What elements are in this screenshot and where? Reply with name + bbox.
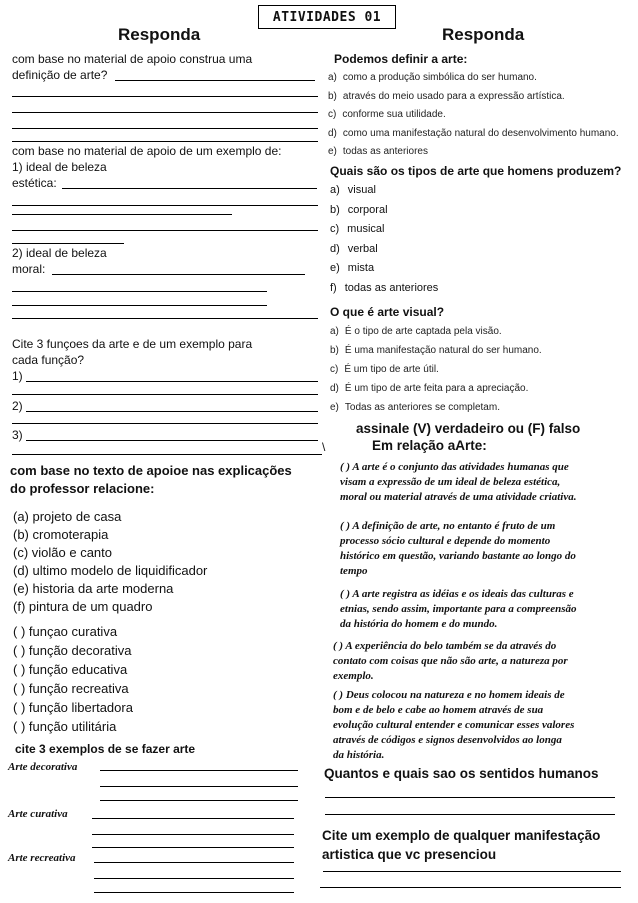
left-question-1 (12, 51, 322, 83)
option-text: É uma manifestação natural do ser humano. (344, 345, 542, 356)
function-item[interactable]: ( ) função recreativa (13, 681, 129, 696)
option-text: através do meio usado para a expressão artística. (342, 90, 565, 102)
senses-title: Quantos e quais sao os sentidos humanos (324, 766, 599, 781)
vf-item[interactable] (333, 688, 623, 763)
option-text: todas as anteriores (344, 281, 439, 294)
vf-line: ( ) A definição de arte, no entanto é fruto de um (340, 520, 556, 532)
question-text: Cite 3 funçoes da arte e de um exemplo para (12, 337, 253, 351)
option-text: visual (347, 184, 376, 196)
function-item[interactable]: ( ) funçao curativa (13, 624, 118, 639)
question-text: estética: (12, 176, 57, 190)
option-text: corporal (347, 203, 388, 216)
option-text: É o tipo de arte captada pela visão. (344, 326, 502, 337)
answer-line[interactable] (12, 214, 232, 215)
answer-line[interactable] (26, 411, 318, 412)
answer-line[interactable] (12, 243, 124, 244)
left-question-3 (12, 336, 322, 368)
function-list (13, 622, 133, 736)
vf-title-line: assinale (V) verdadeiro ou (F) falso (356, 421, 581, 436)
answer-line[interactable] (100, 800, 298, 801)
option-item[interactable] (330, 181, 438, 201)
option-text: Todas as anteriores se completam. (344, 402, 500, 413)
relate-list (13, 508, 207, 616)
option-item[interactable] (330, 201, 438, 221)
option-item[interactable] (330, 240, 438, 260)
option-text: verbal (347, 242, 378, 255)
answer-line[interactable] (12, 128, 318, 129)
vf-line: bom e de belo e cabe ao homem através de sua (333, 704, 544, 716)
answer-line[interactable] (115, 80, 315, 81)
option-letter: a) (328, 72, 337, 83)
answer-line[interactable] (12, 305, 267, 306)
option-item[interactable] (328, 106, 619, 125)
answer-line[interactable] (325, 797, 615, 798)
answer-line[interactable] (94, 862, 294, 863)
answer-line[interactable] (100, 770, 298, 771)
option-item[interactable] (328, 143, 619, 162)
vf-line: etnias, sendo assim, importante para a compreensão (340, 603, 577, 615)
q3-item-3-label: 3) (12, 428, 23, 442)
vf-title-line: Em relação aArte: (372, 438, 487, 453)
option-letter: b) (330, 203, 340, 216)
option-letter: d) (330, 383, 339, 394)
answer-line[interactable] (92, 834, 294, 835)
relate-item: (c) violão e canto (13, 545, 112, 560)
option-letter: e) (330, 262, 340, 274)
vf-item[interactable] (340, 587, 630, 632)
relate-item: (d) ultimo modelo de liquidificador (13, 563, 208, 578)
function-item[interactable]: ( ) função decorativa (13, 643, 132, 658)
question-text: 1) ideal de beleza (12, 160, 107, 174)
example-label-curativa: Arte curativa (8, 808, 68, 820)
vf-line: da história. (333, 749, 385, 761)
vf-line: tempo (340, 565, 368, 577)
relate-title (10, 462, 330, 498)
right-question-3-title: O que é arte visual? (330, 305, 445, 319)
right-header: Responda (442, 25, 525, 44)
q2-options (330, 181, 438, 298)
question-text: 2) ideal de beleza (12, 246, 107, 260)
example-label-recreativa: Arte recreativa (8, 852, 76, 864)
stray-backslash: \ (322, 440, 326, 454)
left-question-2b (12, 245, 322, 277)
option-item[interactable] (330, 341, 542, 360)
option-text: como a produção simbólica do ser humano. (342, 72, 537, 83)
answer-line[interactable] (12, 141, 318, 142)
option-item[interactable] (328, 69, 619, 88)
answer-line[interactable] (94, 892, 294, 893)
option-item[interactable] (328, 88, 619, 107)
option-letter: d) (330, 242, 340, 255)
option-letter: c) (330, 223, 340, 235)
vf-line: da história do homem e do mundo. (340, 618, 498, 630)
option-item[interactable] (330, 398, 542, 417)
right-question-2-title: Quais são os tipos de arte que homens produzem? (330, 164, 622, 178)
relate-item: (b) cromoterapia (13, 527, 109, 542)
option-item[interactable] (330, 220, 438, 240)
left-header: Responda (118, 25, 201, 44)
option-letter: c) (328, 109, 337, 120)
vf-line: moral ou material através de uma atividade criativa. (340, 491, 577, 503)
option-text: musical (347, 223, 385, 235)
vf-line: ( ) A experiência do belo também se da através do (333, 640, 557, 652)
relate-item: (f) pintura de um quadro (13, 599, 153, 614)
vf-line: contato com coisas que não são arte, a natureza por (333, 655, 568, 667)
vf-line: processo sócio cultural e depende do momento (340, 535, 551, 547)
function-item[interactable]: ( ) função libertadora (13, 700, 133, 715)
function-item[interactable]: ( ) função educativa (13, 662, 128, 677)
option-letter: d) (328, 127, 337, 139)
answer-line[interactable] (12, 230, 318, 231)
answer-line[interactable] (12, 205, 318, 206)
answer-line[interactable] (52, 274, 305, 275)
question-text: definição de arte? (12, 68, 108, 82)
option-item[interactable] (330, 279, 438, 299)
option-letter: a) (330, 326, 339, 337)
answer-line[interactable] (12, 318, 318, 319)
option-item[interactable] (330, 360, 542, 379)
vf-item[interactable] (333, 639, 623, 684)
example-label-decorativa: Arte decorativa (8, 761, 78, 773)
question-text: moral: (12, 262, 46, 276)
option-letter: b) (330, 345, 339, 356)
answer-line[interactable] (94, 878, 294, 879)
vf-line: ( ) A arte é o conjunto das atividades humanas que (340, 461, 569, 473)
option-text: como uma manifestação natural do desenvolvimento humano. (342, 127, 619, 139)
answer-line[interactable] (325, 814, 615, 815)
answer-line[interactable] (12, 291, 267, 292)
answer-line[interactable] (92, 847, 294, 848)
option-item[interactable] (330, 259, 438, 279)
relate-item: (e) historia da arte moderna (13, 581, 174, 596)
answer-line[interactable] (12, 96, 318, 97)
option-text: É um tipo de arte útil. (344, 364, 439, 375)
right-question-1-title: Podemos definir a arte: (334, 52, 468, 66)
answer-line[interactable] (26, 440, 318, 441)
answer-line[interactable] (62, 188, 317, 189)
answer-line[interactable] (12, 423, 318, 424)
cite-title (322, 826, 600, 864)
option-letter: a) (330, 184, 340, 196)
answer-line[interactable] (12, 112, 318, 113)
cite-title-line: Cite um exemplo de qualquer manifestação (322, 828, 601, 843)
vf-line: visam a expressão de um ideal de beleza estética, (340, 476, 561, 488)
option-letter: e) (330, 402, 339, 413)
option-letter: b) (328, 90, 337, 102)
relate-title-line: com base no texto de apoioe nas explicações (10, 463, 292, 478)
vf-title (356, 420, 580, 454)
vf-line: evolução cultural entender e comunicar esses valores (333, 719, 575, 731)
vf-line: histórico em questão, variando bastante ao longo do (340, 550, 576, 562)
option-letter: f) (330, 281, 337, 294)
q1-options (328, 69, 619, 162)
vf-item[interactable] (340, 460, 630, 505)
vf-line: ( ) Deus colocou na natureza e no homem ideais de (333, 689, 565, 701)
function-item[interactable]: ( ) função utilitária (13, 719, 117, 734)
answer-line[interactable] (12, 394, 318, 395)
answer-line[interactable] (100, 786, 298, 787)
option-letter: c) (330, 364, 339, 375)
relate-title-line: do professor relacione: (10, 481, 155, 496)
question-text: com base no material de apoio de um exemplo de: (12, 144, 282, 158)
option-letter: e) (328, 146, 337, 157)
cite-title-line: artistica que vc presenciou (322, 847, 497, 862)
page-title: ATIVIDADES 01 (258, 5, 396, 29)
vf-line: exemplo. (333, 670, 374, 682)
examples-title: cite 3 exemplos de se fazer arte (15, 742, 196, 756)
answer-line[interactable] (12, 454, 322, 455)
left-question-2 (12, 143, 322, 191)
answer-line[interactable] (323, 871, 621, 872)
option-item[interactable] (330, 322, 542, 341)
vf-item[interactable] (340, 519, 630, 579)
option-item[interactable] (330, 379, 542, 398)
option-text: conforme sua utilidade. (342, 109, 446, 120)
q3-options (330, 322, 542, 417)
question-text: cada função? (12, 353, 85, 367)
vf-line: através de códigos e signos desenvolvidos ao longa (333, 734, 562, 746)
answer-line[interactable] (320, 887, 621, 888)
q3-item-1-label: 1) (12, 369, 23, 383)
answer-line[interactable] (26, 381, 318, 382)
option-text: todas as anteriores (342, 146, 428, 157)
relate-item: (a) projeto de casa (13, 509, 122, 524)
vf-line: ( ) A arte registra as idéias e os ideais das culturas e (340, 588, 574, 600)
option-text: É um tipo de arte feita para a apreciação. (344, 383, 529, 394)
q3-item-2-label: 2) (12, 399, 23, 413)
option-item[interactable] (328, 125, 619, 144)
question-text: com base no material de apoio construa uma (12, 52, 253, 66)
option-text: mista (347, 262, 375, 274)
answer-line[interactable] (92, 818, 294, 819)
